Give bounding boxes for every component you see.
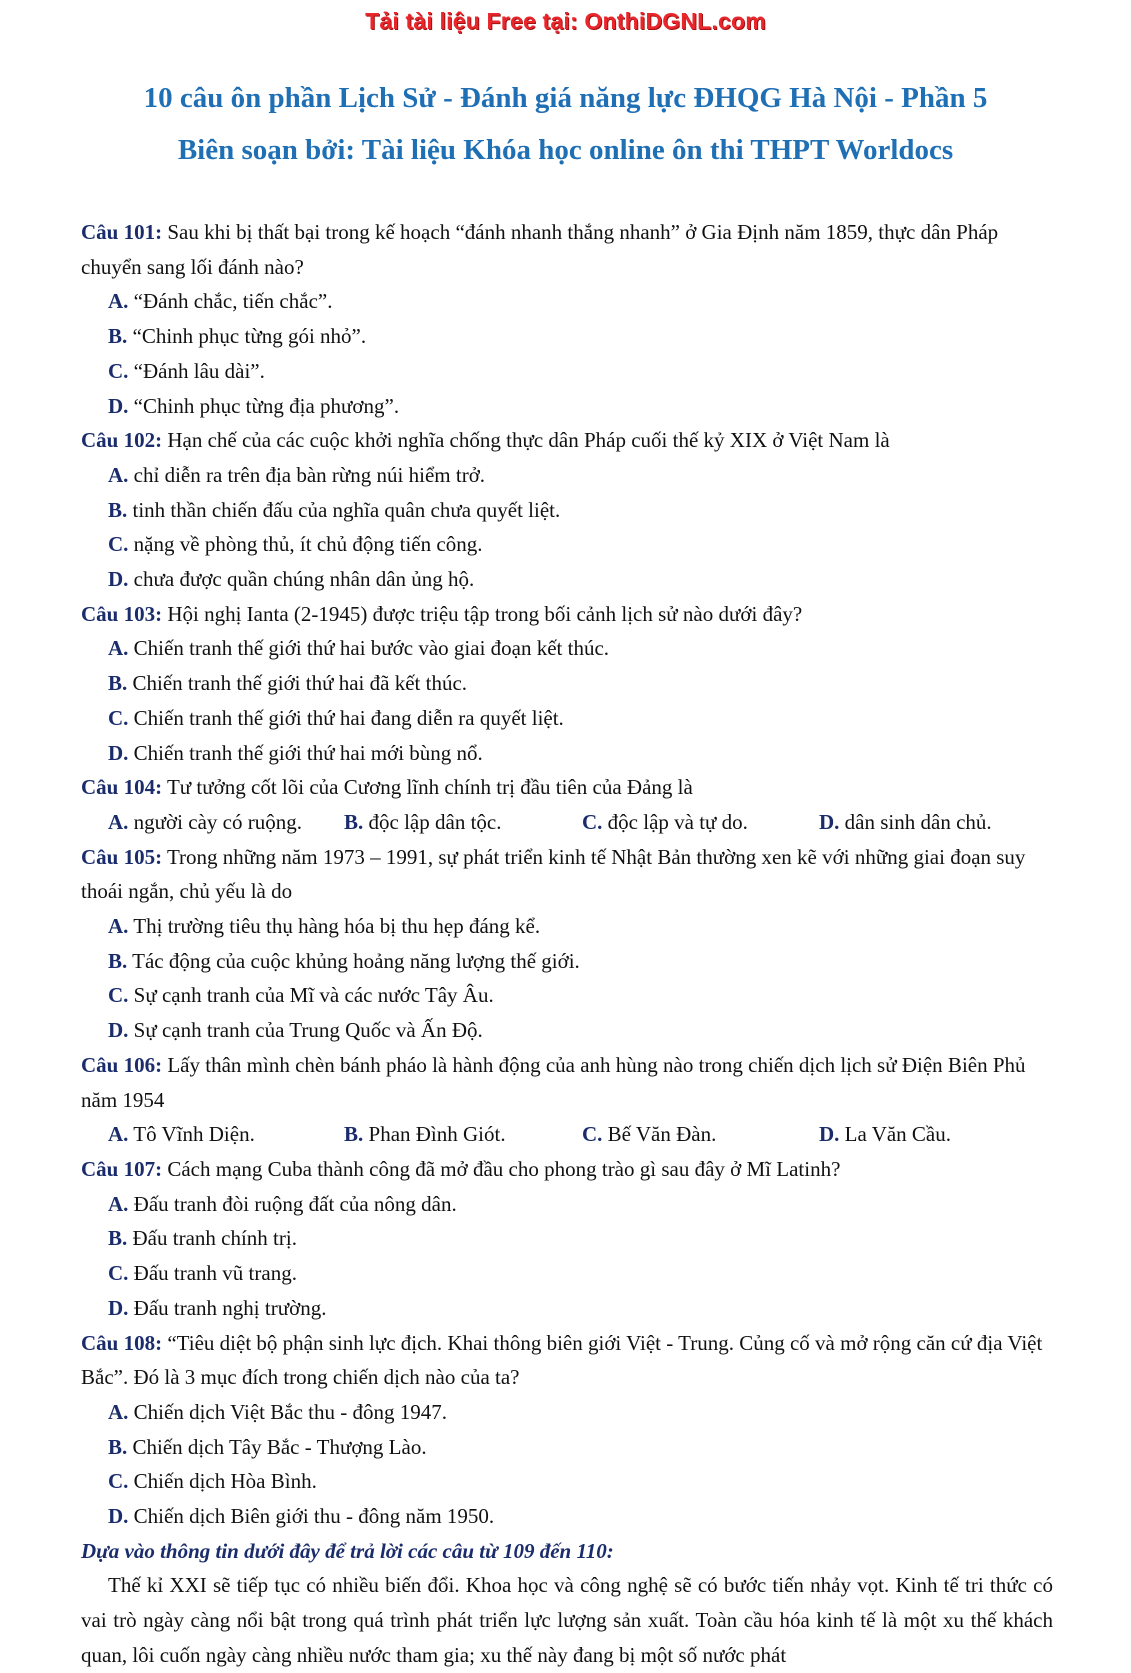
option-a: A. Chiến dịch Việt Bắc thu - đông 1947. — [108, 1399, 447, 1424]
options — [81, 1395, 1053, 1534]
option-b: B. Chiến tranh thế giới thứ hai đã kết thúc. — [108, 671, 468, 696]
option-d: D. Chiến dịch Biên giới thu - đông năm 1950. — [108, 1504, 495, 1529]
document-body — [81, 215, 1053, 1673]
question-text: Hội nghị Ianta (2-1945) được triệu tập trong bối cảnh lịch sử nào dưới đây? — [167, 601, 803, 626]
question-text: Hạn chế của các cuộc khởi nghĩa chống thực dân Pháp cuối thế kỷ XIX ở Việt Nam là — [167, 428, 890, 453]
question-102 — [81, 423, 1053, 597]
option-a: A. người cày có ruộng. — [108, 809, 302, 834]
option-d: D. chưa được quần chúng nhân dân ủng hộ. — [108, 567, 475, 592]
question-label: Câu 107: — [81, 1156, 163, 1181]
question-text: Lấy thân mình chèn bánh pháo là hành động của anh hùng nào trong chiến dịch lịch sử Điện Biên Phủ năm 1954 — [81, 1052, 1026, 1112]
option-a: A. Tô Vĩnh Diện. — [108, 1122, 255, 1147]
option-d: D. Chiến tranh thế giới thứ hai mới bùng nổ. — [108, 740, 483, 765]
option-b: B. Chiến dịch Tây Bắc - Thượng Lào. — [108, 1434, 427, 1459]
option-b: B. độc lập dân tộc. — [344, 809, 502, 834]
option-a: A. Thị trường tiêu thụ hàng hóa bị thu hẹp đáng kể. — [108, 914, 541, 939]
question-label: Câu 102: — [81, 428, 163, 453]
options — [81, 1187, 1053, 1326]
option-c: C. “Đánh lâu dài”. — [108, 358, 265, 383]
option-d: D. Sự cạnh tranh của Trung Quốc và Ấn Độ. — [108, 1018, 483, 1043]
option-d: D. La Văn Cầu. — [819, 1122, 952, 1147]
option-a: A. Đấu tranh đòi ruộng đất của nông dân. — [108, 1191, 457, 1216]
passage-instruction: Dựa vào thông tin dưới đây để trả lời các câu từ 109 đến 110: — [81, 1538, 614, 1563]
option-b: B. Đấu tranh chính trị. — [108, 1226, 297, 1251]
passage-section — [81, 1534, 1053, 1673]
option-a: A. “Đánh chắc, tiến chắc”. — [108, 289, 333, 314]
page-subtitle: Biên soạn bởi: Tài liệu Khóa học online ôn thi THPT Worldocs — [177, 134, 954, 166]
option-b: B. Phan Đình Giót. — [344, 1122, 506, 1147]
passage-text: Thế kỉ XXI sẽ tiếp tục có nhiều biến đổi. Khoa học và công nghệ sẽ có bước tiến nhảy vọt. Kinh tế tri thức có vai trò ngày càng nổi bật trong quá trình phát triển lực lượng sản xuất. Toàn cầu hóa kinh tế là một xu thế khách quan, lôi cuốn ngày càng nhiều nước tham gia; xu thế này đang bị một số nước phát — [81, 1573, 1053, 1667]
question-text: Trong những năm 1973 – 1991, sự phát triển kinh tế Nhật Bản thường xen kẽ với những giai đoạn suy thoái ngắn, chủ yếu là do — [81, 844, 1026, 904]
question-text: “Tiêu diệt bộ phận sinh lực địch. Khai thông biên giới Việt - Trung. Củng cố và mở rộng căn cứ địa Việt Bắc”. Đó là 3 mục đích trong chiến dịch nào của ta? — [81, 1330, 1043, 1390]
options — [81, 805, 1053, 840]
options — [81, 631, 1053, 770]
option-c: C. nặng về phòng thủ, ít chủ động tiến công. — [108, 532, 483, 557]
options — [81, 1117, 1053, 1152]
option-c: C. độc lập và tự do. — [582, 809, 748, 834]
options — [81, 458, 1053, 597]
question-label: Câu 103: — [81, 601, 163, 626]
question-label: Câu 104: — [81, 775, 163, 800]
question-label: Câu 101: — [81, 220, 163, 244]
question-label: Câu 105: — [81, 844, 163, 869]
option-c: C. Đấu tranh vũ trang. — [108, 1261, 297, 1286]
option-b: B. Tác động của cuộc khủng hoảng năng lượng thế giới. — [108, 948, 580, 973]
question-107 — [81, 1152, 1053, 1326]
option-c: C. Bế Văn Đàn. — [582, 1122, 717, 1147]
download-banner[interactable]: Tải tài liệu Free tại: OnthiDGNL.com — [365, 8, 766, 34]
option-c: C. Chiến tranh thế giới thứ hai đang diễn ra quyết liệt. — [108, 705, 564, 730]
options — [81, 284, 1053, 423]
question-101 — [81, 215, 1053, 423]
option-b: B. tinh thần chiến đấu của nghĩa quân chưa quyết liệt. — [108, 497, 561, 522]
question-106 — [81, 1048, 1053, 1152]
option-b: B. “Chinh phục từng gói nhỏ”. — [108, 324, 367, 349]
option-a: A. Chiến tranh thế giới thứ hai bước vào giai đoạn kết thúc. — [108, 636, 610, 661]
options — [81, 909, 1053, 1048]
question-text: Cách mạng Cuba thành công đã mở đầu cho phong trào gì sau đây ở Mĩ Latinh? — [167, 1156, 841, 1181]
question-103 — [81, 597, 1053, 771]
page-title: 10 câu ôn phần Lịch Sử - Đánh giá năng lực ĐHQG Hà Nội - Phần 5 — [143, 82, 988, 114]
option-d: D. “Chinh phục từng địa phương”. — [108, 393, 400, 418]
question-text: Tư tưởng cốt lõi của Cương lĩnh chính trị đầu tiên của Đảng là — [166, 775, 693, 800]
question-label: Câu 106: — [81, 1052, 163, 1077]
question-104 — [81, 770, 1053, 839]
option-c: C. Sự cạnh tranh của Mĩ và các nước Tây Âu. — [108, 983, 494, 1008]
question-text: Sau khi bị thất bại trong kế hoạch “đánh nhanh thắng nhanh” ở Gia Định năm 1859, thực dân Pháp chuyển sang lối đánh nào? — [81, 220, 999, 279]
option-d: D. dân sinh dân chủ. — [819, 809, 992, 834]
option-d: D. Đấu tranh nghị trường. — [108, 1295, 327, 1320]
question-label: Câu 108: — [81, 1330, 163, 1355]
question-105 — [81, 840, 1053, 1048]
option-c: C. Chiến dịch Hòa Bình. — [108, 1469, 317, 1494]
option-a: A. chỉ diễn ra trên địa bàn rừng núi hiểm trở. — [108, 462, 486, 487]
question-108 — [81, 1326, 1053, 1534]
